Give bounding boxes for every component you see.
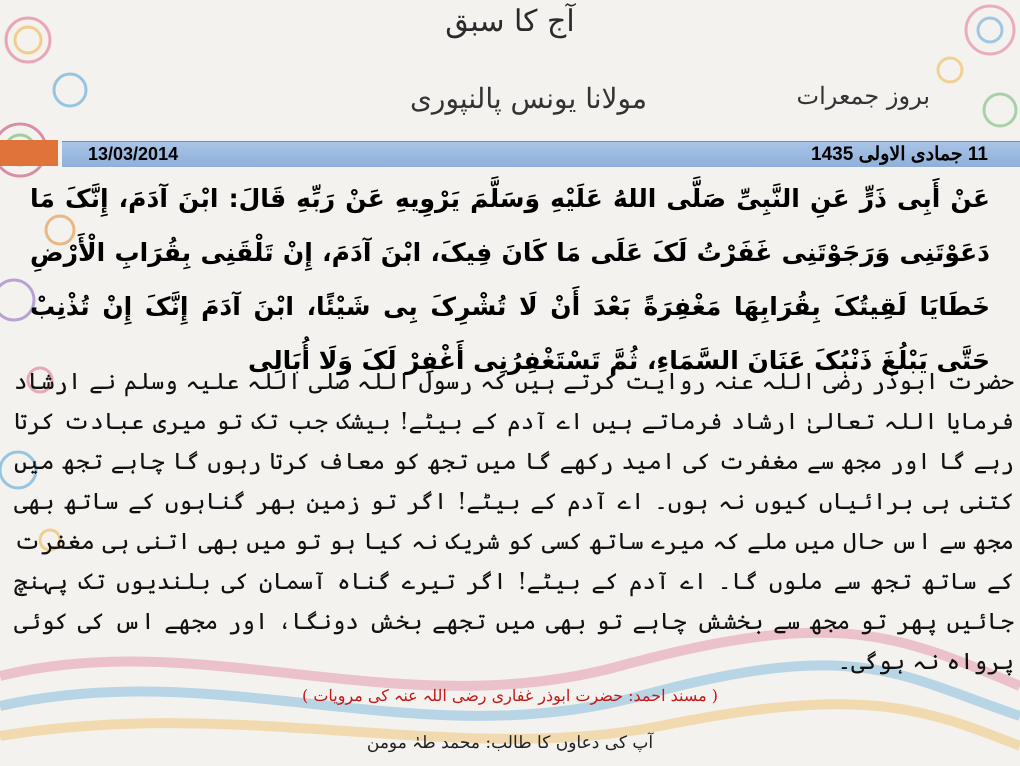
- date-bar: [62, 141, 1020, 167]
- urdu-translation: حضرت ابوذر رضی اللہ عنہ روایت کرتے ہیں کہ رسول اللہ صلی اللہ علیہ وسلم نے ارشاد فرمایا اللہ تعالیٰ ارشاد فرماتے ہیں اے آدم کے بیٹے! بیشک جب تک تو میری عبادت کرتا رہے گا اور مجھ سے مغفرت کی امید رکھے گا میں تجھ کو معاف کرتا رہوں گا چاہے تجھ میں کتنی ہی برائیاں کیوں نہ ہوں۔ اے آدم کے بیٹے! اگر تو زمین بھر گناہوں کے ساتھ بھی مجھ سے اس حال میں ملے کہ میرے ساتھ کسی کو شریک نہ کیا ہو تو میں بھی اتنی ہی مغفرت کے ساتھ تجھ سے ملوں گا۔ اے آدم کے بیٹے! اگر تیرے گناہ آسمان کی بلندیوں تک پہنچ جائیں پھر تو مجھ سے بخشش چاہے تو بھی میں تجھے بخش دونگا، اور مجھے اس کی کوئی پرواہ نہ ہوگی۔: [14, 369, 1014, 675]
- hadith-reference: ( مسند احمد: حضرت ابوذر غفاری رضی اللہ عنہ کی مرویات ): [302, 686, 718, 705]
- author-name: مولانا یونس پالنپوری: [410, 82, 647, 115]
- hadith-arabic-text: عَنْ أَبِی ذَرٍّ عَنِ النَّبِیِّ صَلَّی اللهُ عَلَیْهِ وَسَلَّمَ یَرْوِیهِ عَنْ رَبِّهِ قَالَ: ابْنَ آدَمَ، إِنَّکَ مَا دَعَوْتَنِی وَرَجَوْتَنِی غَفَرْتُ لَکَ عَلَی مَا کَانَ فِیکَ، ابْنَ آدَمَ، إِنْ تَلْقَنِی بِقُرَابِ الْأَرْضِ خَطَایَا لَقِیتُکَ بِقُرَابِهَا مَغْفِرَةً بَعْدَ أَنْ لَا تُشْرِکَ بِی شَیْئًا، ابْنَ آدَمَ إِنَّکَ إِنْ تُذْنِبْ حَتَّی یَبْلُغَ ذَنْبُکَ عَنَانَ السَّمَاءِ، ثُمَّ تَسْتَغْفِرُنِی أَغْفِرْ لَکَ وَلَا أُبَالِی: [30, 184, 990, 375]
- hijri-date: 11 جمادی الاولی 1435: [811, 144, 988, 165]
- orange-accent-bar: [0, 140, 58, 166]
- author-credit: آپ کی دعاوں کا طالب: محمد طہٰ مومن: [366, 733, 654, 753]
- gregorian-date: 13/03/2014: [88, 144, 179, 164]
- page-title: آج کا سبق: [445, 4, 575, 39]
- day-label: بروز جمعرات: [796, 82, 930, 110]
